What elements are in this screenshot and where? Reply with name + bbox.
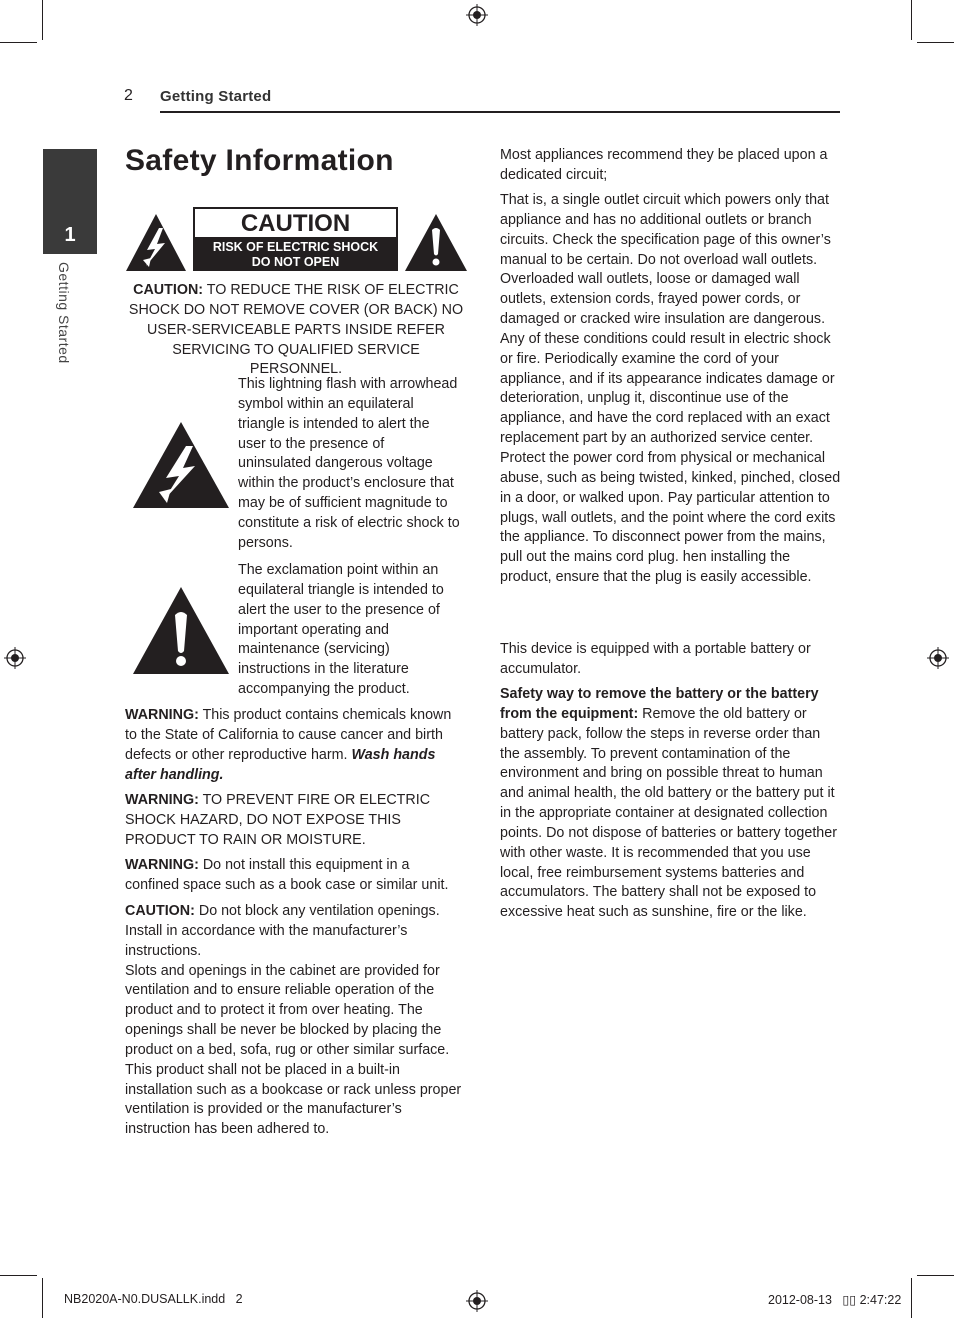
circuit-details: That is, a single outlet circuit which powers only that appliance and has no additional outlets or branch circuits. Check the specification page of this owner’s manual to be certain. Do not overload wall outlets. Overloaded wall outlets, loose or damaged wall outlets, extension cords, frayed power cords, or damaged or cracked wire insulation are dangerous. Any of these conditions could result in electric shock or fire. Periodically examine the cord of your appliance, and if its appearance indicates damage or deterioration, unplug it, discontinue use of the appliance, and have the cord replaced with an exact replacement part by an authorized service center. Protect the power cord from physical or mechanical abuse, such as being twisted, kinked, pinched, closed in a door, or walked upon. Pay particular attention to plugs, wall outlets, and the point where the cord exits the appliance. To disconnect power from the mains, pull out the mains cord plug. hen installing the product, ensure that the plug is easily accessible. xyxy=(500,192,841,586)
caution-ventilation xyxy=(125,902,467,1140)
section-name: Getting Started xyxy=(160,88,272,105)
caution-label xyxy=(193,207,398,271)
crop-mark xyxy=(911,1278,912,1318)
caution-statement-text: TO REDUCE THE RISK OF ELECTRIC SHOCK DO NOT REMOVE COVER (OR BACK) NO USER-SERVICEABLE PARTS INSIDE REFER SERVICING TO QUALIFIED SERVICE PERSONNEL. xyxy=(128,282,464,378)
caution-ventilation-lead: CAUTION: xyxy=(125,903,195,919)
crop-mark xyxy=(0,42,37,43)
caution-label-subtext xyxy=(195,237,396,271)
lightning-description: This lightning flash with arrowhead symbol within an equilateral triangle is intended to alert the user to the presence of uninsulated dangerous voltage within the product’s enclosure that may be of sufficient magnitude to constitute a risk of electric shock to persons. xyxy=(238,376,460,551)
crop-mark xyxy=(42,0,43,40)
battery-intro: This device is equipped with a portable battery or accumulator. xyxy=(500,641,811,677)
warning-confined xyxy=(125,856,467,896)
caution-label-line1: RISK OF ELECTRIC SHOCK xyxy=(212,240,379,254)
lightning-triangle-icon xyxy=(125,212,187,272)
registration-mark-icon xyxy=(927,647,949,669)
caution-ventilation-text2: Slots and openings in the cabinet are provided for ventilation and to ensure reliable operation of the product and to protect it from over heating. The openings shall be never be blocked by placing the product on a bed, sofa, rug or other similar surface. This product shall not be placed in a built-in installation such as a bookcase or rack unless proper ventilation is provided or the manufacturer’s instruction has been adhered to. xyxy=(125,962,462,1138)
dedicated-circuit: Most appliances recommend they be placed upon a dedicated circuit; xyxy=(500,147,828,183)
exclamation-triangle-icon xyxy=(404,212,468,272)
warning-fire-text: TO PREVENT FIRE OR ELECTRIC SHOCK HAZARD, DO NOT EXPOSE THIS PRODUCT TO RAIN OR MOISTURE. xyxy=(125,792,431,848)
chapter-label xyxy=(56,262,86,382)
registration-mark-icon xyxy=(466,1290,488,1312)
chapter-number: 1 xyxy=(64,224,76,246)
warning-confined-lead: WARNING: xyxy=(125,857,199,873)
warning-chemicals-lead: WARNING: xyxy=(125,707,199,723)
warning-confined-text: Do not install this equipment in a confined space such as a book case or similar unit. xyxy=(125,857,449,893)
warning-chemicals xyxy=(125,706,467,785)
exclamation-description: The exclamation point within an equilateral triangle is intended to alert the user to the presence of important operating and maintenance (servicing) instructions in the literature accompanying the product. xyxy=(238,562,444,698)
crop-mark xyxy=(917,42,954,43)
header-rule xyxy=(160,111,840,113)
crop-mark xyxy=(42,1278,43,1318)
footer-file-name: NB2020A-N0.DUSALLK.indd 2 xyxy=(64,1292,243,1306)
caution-label-line2: DO NOT OPEN xyxy=(251,255,340,269)
page-title: Safety Information xyxy=(125,144,394,177)
battery-removal-text: Remove the old battery or battery pack, follow the steps in reverse order than the assembly. To prevent contamination of the environment and bring on possible threat to human and animal health, the old battery or the battery put it in the appropriate container at designated collection points. Do not dispose of batteries or battery together with other waste. It is recommended that you use local, free reimbursement systems batteries and accumulators. The battery shall not be exposed to excessive heat such as sunshine, fire or the like. xyxy=(500,705,837,921)
caution-statement xyxy=(125,281,467,380)
warning-chemicals-emphasis: Wash hands after handling. xyxy=(125,746,436,783)
warning-fire-lead: WARNING: xyxy=(125,792,199,808)
crop-mark xyxy=(0,1275,37,1276)
exclamation-triangle-icon xyxy=(132,585,230,676)
caution-statement-lead: CAUTION: xyxy=(133,282,204,298)
crop-mark xyxy=(911,0,912,40)
caution-ventilation-text: Do not block any ventilation openings. Install in accordance with the manufacturer’s instructions. xyxy=(125,903,440,959)
caution-label-heading: CAUTION xyxy=(240,210,351,237)
registration-mark-icon xyxy=(4,647,26,669)
chapter-label-text: Getting Started xyxy=(56,262,72,364)
warning-fire xyxy=(125,791,467,851)
registration-mark-icon xyxy=(466,4,488,26)
warning-chemicals-text: This product contains chemicals known to the State of California to cause cancer and birth defects or other reproductive harm. xyxy=(125,707,452,763)
page-number: 2 xyxy=(124,87,133,104)
battery-removal xyxy=(500,685,842,923)
lightning-triangle-icon xyxy=(132,420,230,510)
footer-datetime: 2012-08-13 ▯▯ 2:47:22 xyxy=(768,1293,902,1307)
crop-mark xyxy=(917,1275,954,1276)
battery-removal-lead: Safety way to remove the battery or the battery from the equipment: xyxy=(500,686,819,722)
